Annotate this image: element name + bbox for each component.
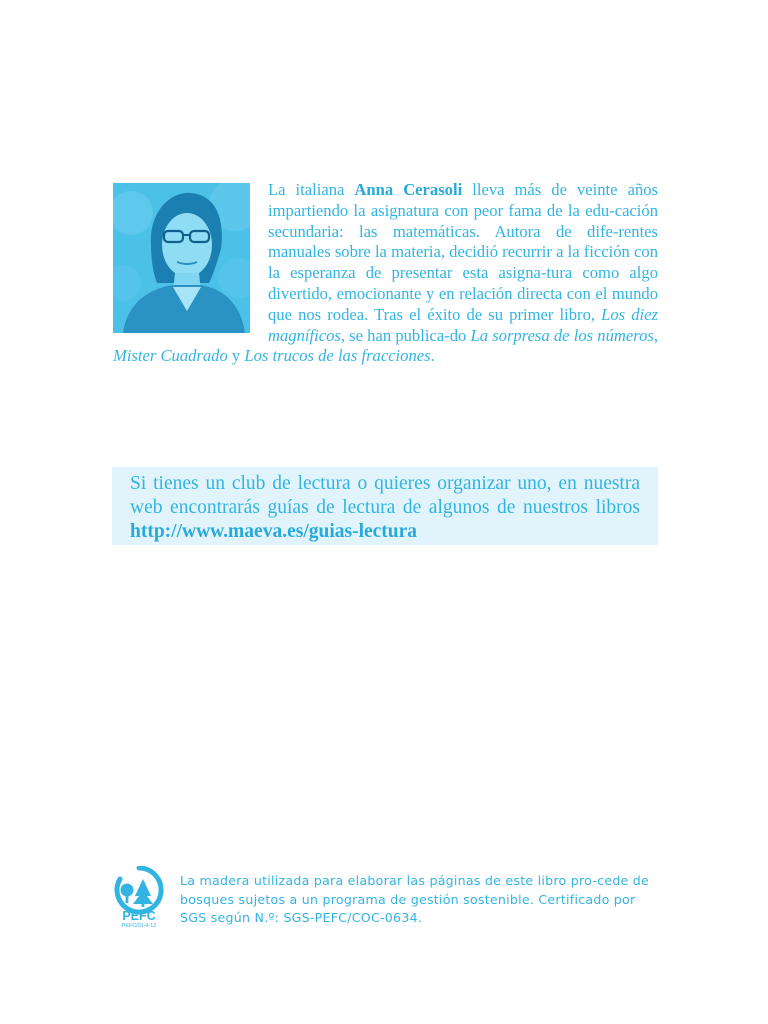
book-title-4: Los trucos de las fracciones [244,346,431,366]
book-title-1: Los diez magníficos [268,304,658,345]
bio-text-1: lleva más de veinte años impartiendo la asignatura con peor fama de la edu-cación secundaria: las matemáticas. Autora de dife-rentes manuales sobre la materia, decidió recurrir a la ficción con la esperanza de presentar esta asigna-tura como algo divertido, emocionante y en relación directa con el mundo que nos rodea. Tras el éxito de su primer libro, [268,180,658,324]
book-title-3: Mister Cuadrado [113,346,228,366]
reading-club-box [112,467,658,545]
reading-club-link[interactable]: http://www.maeva.es/guias-lectura [130,521,418,542]
bio-end: . [430,346,435,366]
reading-club-text [130,472,640,544]
photo-spacer [113,180,268,346]
bio-sep-1: , [653,325,658,345]
pefc-certification-note: La madera utilizada para elaborar las páginas de este libro pro-cede de bosques sujetos a un programa de gestión sostenible. Certificado por SGS según N.º: SGS-PEFC/COC-0634. [180,873,650,926]
book-title-2: La sorpresa de los números [470,325,654,345]
author-bio [113,180,658,367]
pefc-logo-text: PEFC [122,909,156,923]
bio-text-2: , se han publica-do [340,325,471,345]
reading-club-message: Si tienes un club de lectura o quieres organizar uno, en nuestra web encontrarás guías de lectura de algunos de nuestros libros [130,473,640,518]
bio-intro: La italiana [268,180,355,199]
bio-sep-2: y [227,346,245,366]
pefc-logo [112,866,166,928]
pefc-logo-code: PEFC/01-4-12 [121,923,157,928]
pefc-tree-logo-icon [112,866,166,928]
author-name: Anna Cerasoli [354,180,463,199]
